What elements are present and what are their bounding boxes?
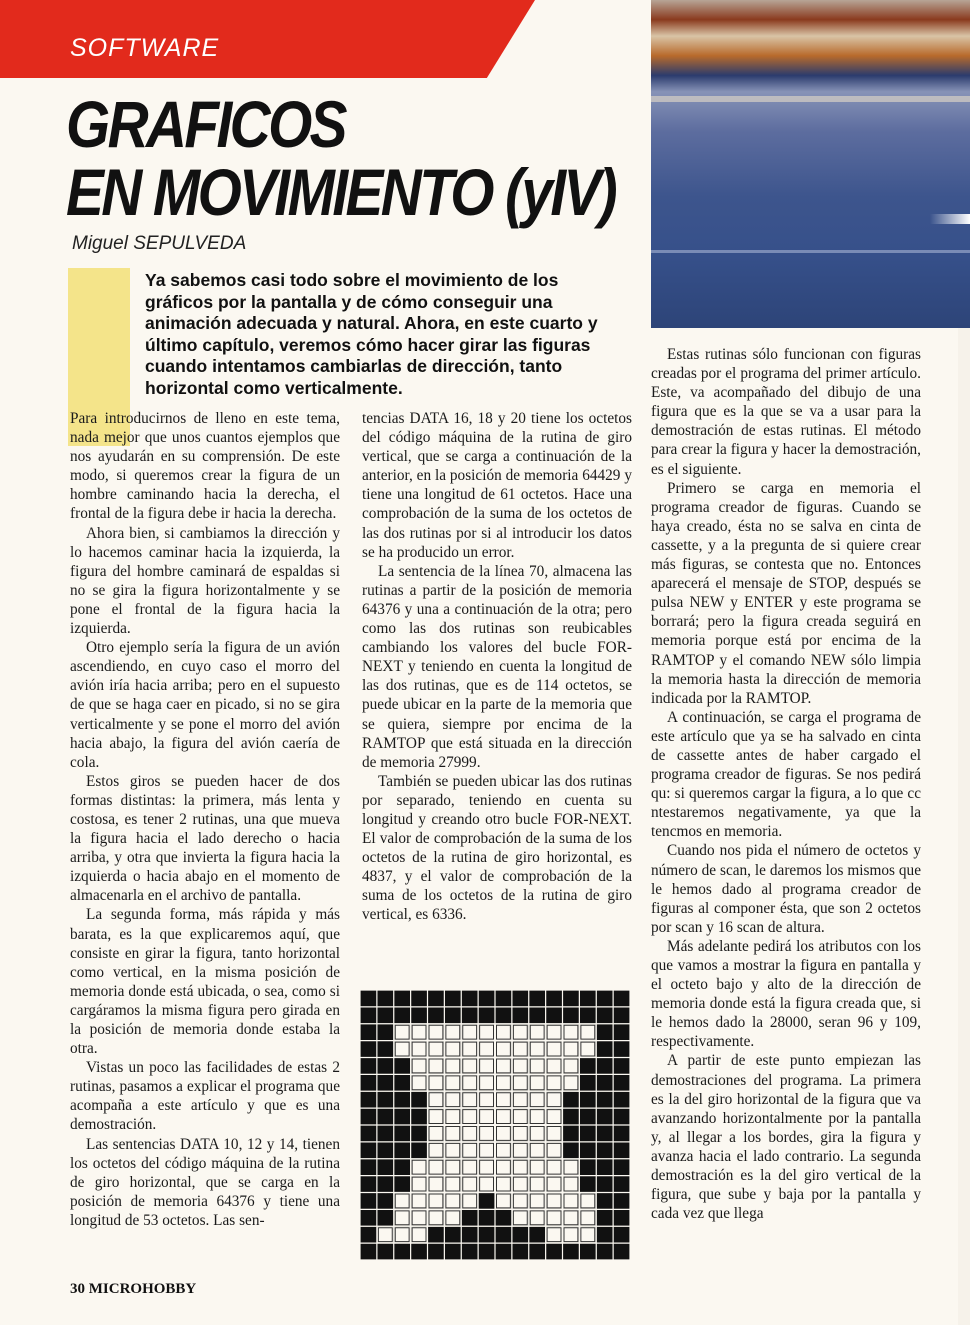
grid-cell [360, 1176, 377, 1193]
grid-cell [377, 1142, 394, 1159]
grid-cell [478, 1243, 495, 1260]
grid-cell [360, 1007, 377, 1024]
grid-cell [394, 1159, 411, 1176]
grid-cell [529, 1209, 546, 1226]
grid-cell [546, 1041, 563, 1058]
grid-cell [478, 1159, 495, 1176]
grid-cell [444, 1142, 461, 1159]
grid-cell [428, 990, 445, 1007]
grid-cell [579, 1159, 596, 1176]
paragraph: Primero se carga en memoria el programa creador de figuras. Cuando se haya creado, ésta no se salva en cinta de cassette, y a la pregunta de si quiere crear más figuras, se contesta que no. Entonces aparecerá el mensaje de STOP, después se pulsa NEW y ENTER y este programa se borrará; pero la figura creada seguirá en memoria porque está por encima de la RAMTOP y el comando NEW sólo limpia la memoria hasta la dirección de memoria indicada por la RAMTOP. [651, 479, 921, 707]
grid-cell [444, 1091, 461, 1108]
grid-cell [461, 1176, 478, 1193]
grid-cell [613, 1125, 630, 1142]
grid-cell [495, 1159, 512, 1176]
grid-cell [377, 990, 394, 1007]
grid-cell [546, 1024, 563, 1041]
grid-cell [411, 1226, 428, 1243]
grid-cell [444, 1058, 461, 1075]
grid-cell [461, 1007, 478, 1024]
grid-cell [563, 1243, 580, 1260]
grid-cell [512, 1007, 529, 1024]
grid-cell [377, 1125, 394, 1142]
grid-cell [529, 1243, 546, 1260]
grid-cell [461, 1159, 478, 1176]
grid-cell [613, 1226, 630, 1243]
paragraph: A continuación, se carga el programa de este artículo que ya se ha salvado en cinta de cassette antes de haber cargado el programa creador de figuras. Se nos pedirá qu: si queremos cargar la figura, a lo que cc ntestaremos negativamente, ya que la tencmos en memoria. [651, 708, 921, 841]
grid-cell [478, 1193, 495, 1210]
grid-cell [529, 1176, 546, 1193]
grid-cell [360, 1024, 377, 1041]
grid-cell [563, 1193, 580, 1210]
page-edge [958, 328, 970, 1325]
grid-cell [428, 1209, 445, 1226]
grid-cell [377, 1007, 394, 1024]
grid-cell [411, 990, 428, 1007]
grid-cell [546, 1074, 563, 1091]
paragraph: Ahora bien, si cambiamos la dirección y lo hacemos caminar hacia la izquierda, la figura del hombre caminará de espaldas si no se gira la figura horizontalmente y se pone el frontal de la figura hacia la izquierda. [70, 524, 340, 638]
grid-cell [579, 1193, 596, 1210]
text-column-3 [651, 345, 921, 1223]
grid-cell [428, 1108, 445, 1125]
paragraph: tencias DATA 16, 18 y 20 tiene los octetos del código máquina de la rutina de giro vertical, que se carga a continuación de la anterior, en la posición de memoria 64429 y tiene una longitud de 61 octetos. Hace una comprobación de la suma de los octetos de las dos rutinas por si al introducir los datos se ha producido un error. [362, 410, 632, 561]
grid-cell [478, 1209, 495, 1226]
grid-cell [394, 1243, 411, 1260]
grid-cell [461, 1193, 478, 1210]
grid-cell [529, 1024, 546, 1041]
grid-cell [546, 1243, 563, 1260]
grid-cell [461, 1243, 478, 1260]
grid-cell [428, 1074, 445, 1091]
grid-cell [360, 1209, 377, 1226]
grid-cell [546, 1193, 563, 1210]
grid-cell [444, 1209, 461, 1226]
grid-cell [563, 1041, 580, 1058]
grid-cell [411, 1176, 428, 1193]
grid-cell [563, 1007, 580, 1024]
grid-cell [596, 990, 613, 1007]
grid-cell [394, 1007, 411, 1024]
grid-cell [360, 1125, 377, 1142]
grid-cell [411, 1074, 428, 1091]
grid-cell [546, 1226, 563, 1243]
grid-cell [495, 1074, 512, 1091]
grid-cell [529, 1193, 546, 1210]
grid-cell [512, 1176, 529, 1193]
grid-cell [411, 1142, 428, 1159]
grid-cell [529, 1159, 546, 1176]
grid-cell [444, 1007, 461, 1024]
grid-cell [563, 1226, 580, 1243]
grid-cell [444, 1074, 461, 1091]
grid-cell [613, 990, 630, 1007]
author-byline: Miguel SEPULVEDA [72, 233, 247, 254]
title-line-1: GRAFICOS [66, 87, 345, 161]
grid-cell [512, 1024, 529, 1041]
grid-cell [411, 1159, 428, 1176]
grid-cell [377, 1159, 394, 1176]
grid-cell [461, 1142, 478, 1159]
grid-cell [444, 1041, 461, 1058]
grid-cell [411, 1091, 428, 1108]
grid-cell [495, 1176, 512, 1193]
grid-cell [394, 1125, 411, 1142]
grid-cell [563, 1125, 580, 1142]
paragraph: Vistas un poco las facilidades de estas 2 rutinas, pasamos a explicar el programa que acompaña a este artículo y que es una demostración. [70, 1059, 340, 1134]
paragraph: La segunda forma, más rápida y más barata, es la que explicaremos aquí, que consiste en girar la figura, tanto horizontal como vertical, en la misma posición de memoria donde está ubicada, o sea, como si cargáramos la misma figura pero girada en la posición de memoria donde estaba la otra. [70, 906, 340, 1058]
grid-cell [478, 1024, 495, 1041]
paragraph: Para introducirnos de lleno en este tema, nada mejor que unos cuantos ejemplos que nos ayudarán en su comprensión. De este modo, si queremos crear la figura de un hombre caminando hacia la derecha, el frontal de la figura debe ir hacia la derecha. [70, 410, 340, 523]
grid-cell [596, 1091, 613, 1108]
grid-cell [478, 1007, 495, 1024]
grid-cell [613, 1142, 630, 1159]
grid-cell [563, 1091, 580, 1108]
grid-cell [377, 1091, 394, 1108]
grid-cell [394, 1041, 411, 1058]
grid-cell [428, 1142, 445, 1159]
grid-cell [495, 1091, 512, 1108]
grid-cell [411, 1041, 428, 1058]
grid-cell [613, 1007, 630, 1024]
grid-cell [360, 1058, 377, 1075]
grid-cell [512, 1226, 529, 1243]
page-folio: 30 MICROHOBBY [70, 1281, 197, 1297]
grid-cell [563, 1108, 580, 1125]
grid-cell [377, 1041, 394, 1058]
article-title [66, 87, 616, 229]
grid-cell [394, 1058, 411, 1075]
grid-cell [579, 1209, 596, 1226]
grid-cell [444, 1024, 461, 1041]
grid-cell [461, 1209, 478, 1226]
figure-grid-drawing [360, 990, 630, 1260]
grid-cell [428, 1058, 445, 1075]
grid-cell [563, 1142, 580, 1159]
grid-cell [546, 1159, 563, 1176]
grid-cell [461, 1226, 478, 1243]
grid-cell [444, 1243, 461, 1260]
grid-cell [394, 1108, 411, 1125]
grid-cell [377, 1074, 394, 1091]
grid-cell [411, 1209, 428, 1226]
photo-flare [930, 214, 970, 224]
grid-cell [495, 1142, 512, 1159]
grid-cell [563, 1176, 580, 1193]
grid-cell [428, 1041, 445, 1058]
grid-cell [495, 1243, 512, 1260]
grid-cell [411, 1058, 428, 1075]
grid-cell [596, 1226, 613, 1243]
grid-cell [478, 1125, 495, 1142]
grid-cell [444, 1176, 461, 1193]
grid-cell [495, 1024, 512, 1041]
title-line-2: EN MOVIMIENTO (yIV) [66, 155, 616, 229]
grid-cell [613, 1159, 630, 1176]
grid-cell [579, 990, 596, 1007]
grid-cell [579, 1058, 596, 1075]
grid-cell [444, 1193, 461, 1210]
grid-cell [478, 1041, 495, 1058]
grid-cell [579, 1125, 596, 1142]
grid-cell [360, 1074, 377, 1091]
grid-cell [411, 1108, 428, 1125]
grid-cell [613, 1108, 630, 1125]
grid-cell [546, 990, 563, 1007]
grid-cell [360, 1243, 377, 1260]
grid-cell [563, 1159, 580, 1176]
grid-cell [461, 1125, 478, 1142]
grid-cell [428, 1125, 445, 1142]
grid-cell [495, 1058, 512, 1075]
grid-cell [563, 1074, 580, 1091]
grid-cell [394, 1074, 411, 1091]
grid-cell [613, 1193, 630, 1210]
grid-cell [495, 1007, 512, 1024]
grid-cell [478, 1226, 495, 1243]
grid-cell [613, 1243, 630, 1260]
grid-cell [360, 1091, 377, 1108]
paragraph: Las sentencias DATA 10, 12 y 14, tienen los octetos del código máquina de la rutina de giro horizontal, que se carga en la posición de memoria 64376 y tiene una longitud de 53 octetos. Las sen- [70, 1135, 340, 1229]
grid-cell [613, 1041, 630, 1058]
paragraph: Estas rutinas sólo funcionan con figuras creadas por el programa del primer artículo. Este, va acompañado del dibujo de una figura que es la que se va a usar para la demostración de estas rutinas. El método para crear la figura y hacer la demostración, es el siguiente. [651, 346, 921, 478]
grid-cell [394, 1024, 411, 1041]
grid-cell [613, 1024, 630, 1041]
grid-cell [529, 1041, 546, 1058]
grid-cell [461, 1024, 478, 1041]
grid-cell [377, 1243, 394, 1260]
grid-cell [444, 990, 461, 1007]
grid-cell [546, 1125, 563, 1142]
grid-cell [495, 1108, 512, 1125]
grid-cell [444, 1159, 461, 1176]
grid-cell [478, 1108, 495, 1125]
grid-cell [377, 1176, 394, 1193]
grid-cell [579, 1091, 596, 1108]
grid-cell [360, 1159, 377, 1176]
grid-cell [377, 1226, 394, 1243]
lead-paragraph: Ya sabemos casi todo sobre el movimiento de los gráficos por la pantalla y de cómo conseguir una animación adecuada y natural. Ahora, en este cuarto y último capítulo, veremos cómo hacer girar las figuras cuando intentamos cambiarlas de dirección, tanto horizontal como verticalmente. [145, 270, 598, 398]
paragraph: Más adelante pedirá los atributos con los que vamos a mostrar la figura en pantalla y el octeto bajo y alto de la dirección de memoria donde está la figura creada que, si le hemos dado la 28000, seran 96 y 109, respectivamente. [651, 937, 921, 1051]
grid-cell [546, 1091, 563, 1108]
grid-cell [596, 1125, 613, 1142]
grid-cell [563, 1058, 580, 1075]
grid-cell [411, 1193, 428, 1210]
grid-cell [411, 1243, 428, 1260]
grid-cell [579, 1176, 596, 1193]
grid-cell [546, 1007, 563, 1024]
grid-cell [495, 1125, 512, 1142]
grid-cell [529, 1007, 546, 1024]
grid-cell [596, 1193, 613, 1210]
grid-cell [444, 1108, 461, 1125]
grid-cell [512, 1159, 529, 1176]
photo-streak [651, 96, 970, 102]
grid-cell [512, 1209, 529, 1226]
grid-cell [546, 1142, 563, 1159]
grid-cell [563, 990, 580, 1007]
grid-cell [579, 1243, 596, 1260]
grid-cell [377, 1193, 394, 1210]
grid-cell [596, 1243, 613, 1260]
grid-cell [579, 1142, 596, 1159]
grid-cell [596, 1176, 613, 1193]
photo-streak [651, 250, 970, 253]
grid-cell [360, 1142, 377, 1159]
grid-cell [495, 990, 512, 1007]
grid-cell [360, 1108, 377, 1125]
grid-cell [596, 1041, 613, 1058]
grid-cell [512, 1193, 529, 1210]
grid-cell [377, 1108, 394, 1125]
grid-cell [377, 1209, 394, 1226]
grid-cell [579, 1024, 596, 1041]
grid-cell [512, 1108, 529, 1125]
paragraph: Otro ejemplo sería la figura de un avión ascendiendo, en cuyo caso el morro del avión iría hacia arriba; pero en el supuesto de que se haga caer en picado, si no se gira verticalmente y se pone el morro del avión hacia abajo, la figura del avión caería de cola. [70, 639, 340, 771]
grid-cell [546, 1058, 563, 1075]
paragraph: Cuando nos pida el número de octetos y número de scan, le daremos los mismos que le hemos dado al programa creador de figuras al componer ésta, que son 2 octetos por scan y 16 scan de altura. [651, 842, 921, 936]
grid-cell [613, 1058, 630, 1075]
grid-cell [478, 1176, 495, 1193]
grid-cell [546, 1176, 563, 1193]
grid-cell [428, 1091, 445, 1108]
grid-cell [495, 1193, 512, 1210]
grid-cell [596, 1108, 613, 1125]
grid-cell [563, 1024, 580, 1041]
grid-cell [360, 1226, 377, 1243]
grid-cell [596, 1074, 613, 1091]
section-label: SOFTWARE [70, 34, 220, 62]
grid-cell [360, 990, 377, 1007]
grid-cell [428, 1176, 445, 1193]
grid-cell [428, 1007, 445, 1024]
grid-cell [596, 1209, 613, 1226]
grid-cell [512, 1091, 529, 1108]
grid-cell [461, 1074, 478, 1091]
grid-cell [428, 1226, 445, 1243]
grid-cell [461, 990, 478, 1007]
paragraph: A partir de este punto empiezan las demostraciones del programa. La primera es la del giro horizontal de la figura que va avanzando horizontalmente por la pantalla y, al llegar a los bordes, gira la figura y avanza hacia el lado contrario. La segunda demostración es la del giro vertical de la figura, que sube y baja por la pantalla y cada vez que llega [651, 1052, 921, 1223]
grid-cell [529, 990, 546, 1007]
grid-cell [613, 1074, 630, 1091]
grid-cell [596, 1024, 613, 1041]
grid-cell [394, 990, 411, 1007]
grid-cell [512, 1243, 529, 1260]
grid-cell [546, 1209, 563, 1226]
grid-cell [478, 1091, 495, 1108]
grid-cell [596, 1007, 613, 1024]
grid-cell [579, 1007, 596, 1024]
grid-cell [394, 1176, 411, 1193]
text-column-1 [70, 409, 340, 1230]
grid-cell [529, 1108, 546, 1125]
grid-cell [461, 1058, 478, 1075]
grid-cell [512, 1074, 529, 1091]
grid-cell [394, 1226, 411, 1243]
grid-cell [461, 1108, 478, 1125]
grid-cell [512, 1041, 529, 1058]
grid-cell [512, 990, 529, 1007]
grid-cell [411, 1125, 428, 1142]
grid-cell [596, 1142, 613, 1159]
grid-cell [596, 1058, 613, 1075]
grid-cell [360, 1193, 377, 1210]
grid-cell [444, 1226, 461, 1243]
grid-cell [579, 1074, 596, 1091]
grid-cell [394, 1209, 411, 1226]
grid-cell [360, 1041, 377, 1058]
grid-cell [512, 1058, 529, 1075]
grid-cell [495, 1041, 512, 1058]
grid-cell [428, 1159, 445, 1176]
grid-cell [428, 1193, 445, 1210]
grid-cell [394, 1142, 411, 1159]
grid-cell [613, 1209, 630, 1226]
grid-cell [495, 1226, 512, 1243]
grid-cell [495, 1209, 512, 1226]
grid-cell [444, 1125, 461, 1142]
grid-cell [512, 1125, 529, 1142]
grid-cell [529, 1125, 546, 1142]
text-column-2 [362, 409, 632, 925]
paragraph: Estos giros se pueden hacer de dos formas distintas: la primera, más lenta y costosa, es tener 2 rutinas, una que mueva la figura hacia el lado derecho o hacia arriba, y otra que invierta la figura hacia la izquierda o hacia abajo en el momento de almacenarla en el archivo de pantalla. [70, 772, 340, 905]
paragraph: También se pueden ubicar las dos rutinas por separado, teniendo en cuenta su longitud y creando otro bucle FOR-NEXT. El valor de comprobación de la suma de los octetos de la rutina de giro horizontal, es 4837, y el valor de comprobación de la suma de los octetos de la rutina de giro vertical, es 6336. [362, 772, 632, 924]
header-photo [651, 0, 970, 328]
grid-cell [478, 1142, 495, 1159]
grid-cell [428, 1024, 445, 1041]
grid-cell [529, 1074, 546, 1091]
grid-cell [461, 1041, 478, 1058]
grid-cell [529, 1142, 546, 1159]
grid-cell [478, 1074, 495, 1091]
figure-grid-svg [360, 990, 630, 1260]
grid-cell [377, 1058, 394, 1075]
grid-cell [428, 1243, 445, 1260]
grid-cell [579, 1041, 596, 1058]
grid-cell [529, 1091, 546, 1108]
grid-cell [546, 1108, 563, 1125]
grid-cell [529, 1226, 546, 1243]
grid-cell [377, 1024, 394, 1041]
grid-cell [461, 1091, 478, 1108]
paragraph: La sentencia de la línea 70, almacena las rutinas a partir de la posición de memoria 64376 y una a continuación de la otra; pero como las dos rutinas son reubicables cambiando los valores del bucle FOR-NEXT y teniendo en cuenta la longitud de las dos rutinas, que es de 114 octetos, se puede ubicar en la parte de la memoria que se quiera, siempre por encima de la RAMTOP que está situada en la dirección de memoria 27999. [362, 562, 632, 771]
grid-cell [579, 1226, 596, 1243]
grid-cell [579, 1108, 596, 1125]
grid-cell [394, 1091, 411, 1108]
grid-cell [563, 1209, 580, 1226]
grid-cell [596, 1159, 613, 1176]
grid-cell [613, 1176, 630, 1193]
grid-cell [411, 1024, 428, 1041]
grid-cell [613, 1091, 630, 1108]
grid-cell [512, 1142, 529, 1159]
grid-cell [394, 1193, 411, 1210]
grid-cell [411, 1007, 428, 1024]
grid-cell [478, 1058, 495, 1075]
grid-cell [529, 1058, 546, 1075]
grid-cell [478, 990, 495, 1007]
